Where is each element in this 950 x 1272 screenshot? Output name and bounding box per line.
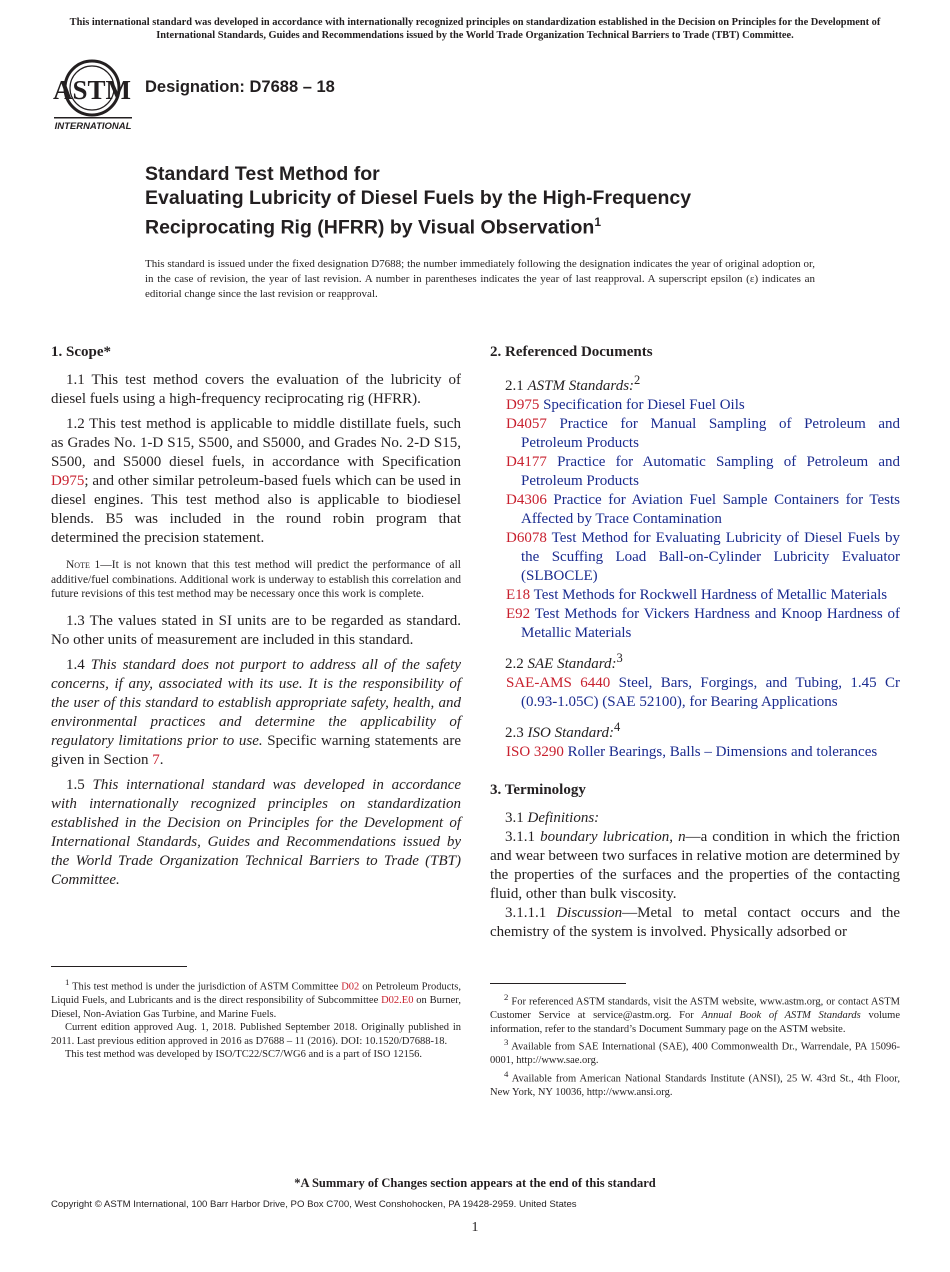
footnote-1-text-3: on Burner, Diesel, Non-Aviation Gas Turbine, and Marine Fuels.: [51, 995, 461, 1020]
term-boundary-lubrication: boundary lubrication, n: [540, 829, 686, 845]
reference-title-link[interactable]: Test Method for Evaluating Lubricity of Diesel Fuels by the Scuffing Load Ball-on-Cylinder Lubricity Evaluator (SLBOCLE): [521, 530, 900, 584]
sae-label-number: 2.2: [505, 656, 528, 672]
footnote-2-italic: Annual Book of ASTM Standards: [701, 1010, 861, 1021]
astm-logo-icon: [52, 56, 134, 134]
reference-code-link[interactable]: D4306: [506, 492, 547, 508]
reference-code-link[interactable]: D975: [506, 397, 540, 413]
para-1-3: 1.3 The values stated in SI units are to be regarded as standard. No other units of measurement are included in this standard.: [51, 612, 461, 648]
para-1-5: [51, 776, 461, 890]
reference-code-link[interactable]: SAE-AMS 6440: [506, 675, 611, 691]
title-line-3: Reciprocating Rig (HFRR) by Visual Observation: [145, 216, 595, 239]
iso-label-text: ISO Standard:: [527, 725, 615, 741]
reference-code-link[interactable]: D4177: [506, 454, 547, 470]
iso-standard-label: [490, 718, 900, 743]
reference-item: [490, 674, 900, 712]
footnote-1-text-2: on Petroleum Products, Liquid Fuels, and Lubricants and is the direct responsibility of Subcommittee: [51, 981, 461, 1006]
footnote-3: [490, 1036, 900, 1068]
definitions-label: [490, 809, 900, 828]
reference-title-link[interactable]: Practice for Aviation Fuel Sample Containers for Tests Affected by Trace Contamination: [521, 492, 901, 527]
footnotes-left: [51, 976, 461, 1062]
section-terminology-heading: 3. Terminology: [490, 782, 586, 798]
document-title: [145, 162, 905, 240]
para-1-4-italic: This standard does not purport to address all of the safety concerns, if any, associated with its use. It is the responsibility of the user of this standard to establish appropriate safety, health, and environmental practices and determine the applicability of regulatory limitations prior to use.: [51, 656, 461, 749]
footnote-rule-right: [490, 983, 626, 984]
reference-item: [490, 491, 900, 529]
note-label: Note: [66, 559, 90, 571]
reference-title-link[interactable]: Steel, Bars, Forgings, and Tubing, 1.45 Cr (0.93-1.05C) (SAE 52100), for Bearing Applications: [521, 675, 901, 710]
reference-code-link[interactable]: D6078: [506, 530, 547, 546]
astm-logo: [52, 56, 134, 134]
iso-footnote-ref[interactable]: 4: [614, 720, 621, 734]
para-1-4-end: .: [159, 751, 164, 768]
footnote-2-text: For referenced ASTM standards, visit the ASTM website, www.astm.org, or contact ASTM Customer Service at service@astm.org. For: [490, 996, 900, 1021]
summary-of-changes-note: *A Summary of Changes section appears at the end of this standard: [294, 1176, 656, 1190]
logo-subtext: INTERNATIONAL: [54, 121, 132, 132]
footnote-rule-left: [51, 966, 187, 967]
iso-reference-list: [490, 743, 900, 762]
footnote-4: [490, 1068, 900, 1100]
footnote-1-iso: This test method was developed by ISO/TC22/SC7/WG6 and is a part of ISO 12156.: [65, 1049, 422, 1060]
reference-item: [490, 529, 900, 586]
reference-item: [490, 453, 900, 491]
page-number: 1: [471, 1220, 479, 1235]
reference-item: [490, 743, 900, 762]
para-1-1: 1.1 This test method covers the evaluation of the lubricity of diesel fuels using a high-frequency reciprocating rig (HFRR).: [51, 372, 461, 407]
reference-item: [490, 415, 900, 453]
astm-footnote-ref[interactable]: 2: [634, 373, 641, 387]
para-1-5-italic: This international standard was developed in accordance with internationally recognized principles on standardization established in the Decision on Principles for the Development of International Standards, Guides and Recommendations issued by the World Trade Organization Technical Barriers to Trade (TBT) Committee.: [51, 776, 462, 888]
para-1-2-text-end: ; and other similar petroleum-based fuels which can be used in diesel engines. This test method also is applicable to biodiesel blends. B5 was included in the round robin program that determined the precision statement.: [51, 473, 461, 546]
footnote-4-marker: 4: [504, 1068, 509, 1079]
note-1: [51, 558, 461, 602]
footnote-2-marker: 2: [504, 992, 509, 1002]
footnote-3-marker: 3: [504, 1037, 509, 1047]
para-3-1-1-1: [490, 904, 900, 942]
definitions-text: Definitions:: [527, 810, 600, 826]
para-3-1-1-number: 3.1.1: [505, 829, 541, 845]
sae-footnote-ref[interactable]: 3: [616, 651, 623, 665]
section-scope-heading: 1. Scope*: [51, 344, 111, 360]
reference-title-link[interactable]: Roller Bearings, Balls – Dimensions and tolerances: [567, 744, 878, 760]
logo-lettering: ASTM: [52, 75, 132, 105]
reference-code-link[interactable]: D4057: [506, 416, 547, 432]
link-d975[interactable]: D975: [51, 473, 85, 489]
sae-standard-label: [490, 649, 900, 674]
reference-code-link[interactable]: E92: [506, 606, 531, 622]
reference-item: [490, 396, 900, 415]
reference-code-link[interactable]: E18: [506, 587, 531, 603]
astm-reference-list: [490, 396, 900, 643]
para-3-1-1: [490, 828, 900, 904]
link-d02-e0[interactable]: D02.E0: [381, 995, 414, 1006]
footnote-1-marker: 1: [65, 977, 70, 987]
title-line-1: Standard Test Method for: [145, 163, 380, 185]
right-column: [490, 342, 900, 948]
copyright-line: Copyright © ASTM International, 100 Barr Harbor Drive, PO Box C700, West Conshohocken, PA 19428-2959. United States: [51, 1199, 577, 1210]
footnote-4-text: Available from American National Standards Institute (ANSI), 25 W. 43rd St., 4th Floor, New York, NY 10036, http://www.ansi.org.: [490, 1073, 900, 1098]
para-1-4-number: 1.4: [66, 656, 91, 673]
reference-item: [490, 586, 900, 605]
para-1-4-text: Specific warning statements are given in Section: [51, 732, 461, 768]
title-footnote-ref[interactable]: 1: [594, 215, 601, 229]
footnote-1-edition: Current edition approved Aug. 1, 2018. Published September 2018. Originally published in 2011. Last previous edition approved in 2016 as D7688 – 11 (2016). DOI: 10.1520/D7688-18.: [51, 1022, 461, 1047]
footnotes-right: [490, 991, 900, 1099]
footnote-2: [490, 991, 900, 1036]
reference-code-link[interactable]: ISO 3290: [506, 744, 564, 760]
note-text: 1—It is not known that this test method will predict the performance of all additive/fuel combinations. Additional work is underway to establish this correlation and future revisions of this test method may be necessary once this work is complete.: [51, 559, 461, 600]
iso-label-number: 2.3: [505, 725, 528, 741]
designation: Designation: D7688 – 18: [145, 78, 335, 96]
title-line-2: Evaluating Lubricity of Diesel Fuels by the High-Frequency: [145, 187, 692, 209]
footnote-1: [51, 976, 461, 1021]
astm-label-text: ASTM Standards:: [527, 378, 635, 394]
para-1-2: [51, 415, 461, 548]
para-3-1-1-1-number: 3.1.1.1: [505, 905, 557, 921]
para-1-5-number: 1.5: [66, 776, 93, 793]
issued-statement: This standard is issued under the fixed designation D7688; the number immediately following the designation indicates the year of original adoption or, in the case of revision, the year of last revision. A number in parentheses indicates the year of last reapproval. A superscript epsilon (ε) indicates an editorial change since the last revision or reapproval.: [145, 258, 815, 300]
reference-title-link[interactable]: Test Methods for Vickers Hardness and Knoop Hardness of Metallic Materials: [521, 606, 900, 641]
astm-standards-label: [490, 371, 900, 396]
reference-title-link[interactable]: Specification for Diesel Fuel Oils: [543, 397, 745, 413]
footnote-1-text: This test method is under the jurisdiction of ASTM Committee: [69, 981, 342, 993]
reference-title-link[interactable]: Practice for Automatic Sampling of Petroleum and Petroleum Products: [521, 454, 900, 489]
sae-reference-list: [490, 674, 900, 712]
footnote-2-text-end: volume information, refer to the standard’s Document Summary page on the ASTM website.: [490, 1010, 900, 1035]
discussion-label: Discussion: [556, 905, 623, 921]
standards-notice: This international standard was developed in accordance with internationally recognized principles on standardization established in the Decision on Principles for the Development of International Standards, Guides and Recommendations issued by the World Trade Organization Technical Barriers to Trade (TBT) Committee.: [69, 17, 881, 41]
link-section-7[interactable]: 7: [152, 751, 160, 768]
footnote-3-text: Available from SAE International (SAE), 400 Commonwealth Dr., Warrendale, PA 15096-0001, http://www.sae.org.: [490, 1041, 900, 1066]
reference-item: [490, 605, 900, 643]
link-d02[interactable]: D02: [341, 981, 360, 993]
section-referenced-heading: 2. Referenced Documents: [490, 344, 653, 360]
para-1-4: [51, 656, 461, 770]
sae-label-text: SAE Standard:: [527, 656, 617, 672]
para-3-1-1-text: —a condition in which the friction and wear between two surfaces in relative motion are determined by the properties of the surfaces and the properties of the contacting fluid, other than bulk viscosity.: [490, 829, 900, 902]
astm-label-number: 2.1: [505, 378, 528, 394]
para-1-2-text: 1.2 This test method is applicable to middle distillate fuels, such as Grades No. 1-D S15, S500, and S5000, and Grades No. 2-D S15, S500, and S5000 diesel fuels, in accordance with Specification: [51, 416, 461, 470]
reference-title-link[interactable]: Test Methods for Rockwell Hardness of Metallic Materials: [533, 587, 888, 603]
para-3-1-1-1-text: —Metal to metal contact occurs and the chemistry of the system is involved. Physically adsorbed or: [490, 905, 900, 940]
left-column: [51, 342, 461, 896]
definitions-number: 3.1: [505, 810, 528, 826]
reference-title-link[interactable]: Practice for Manual Sampling of Petroleum and Petroleum Products: [521, 416, 900, 451]
